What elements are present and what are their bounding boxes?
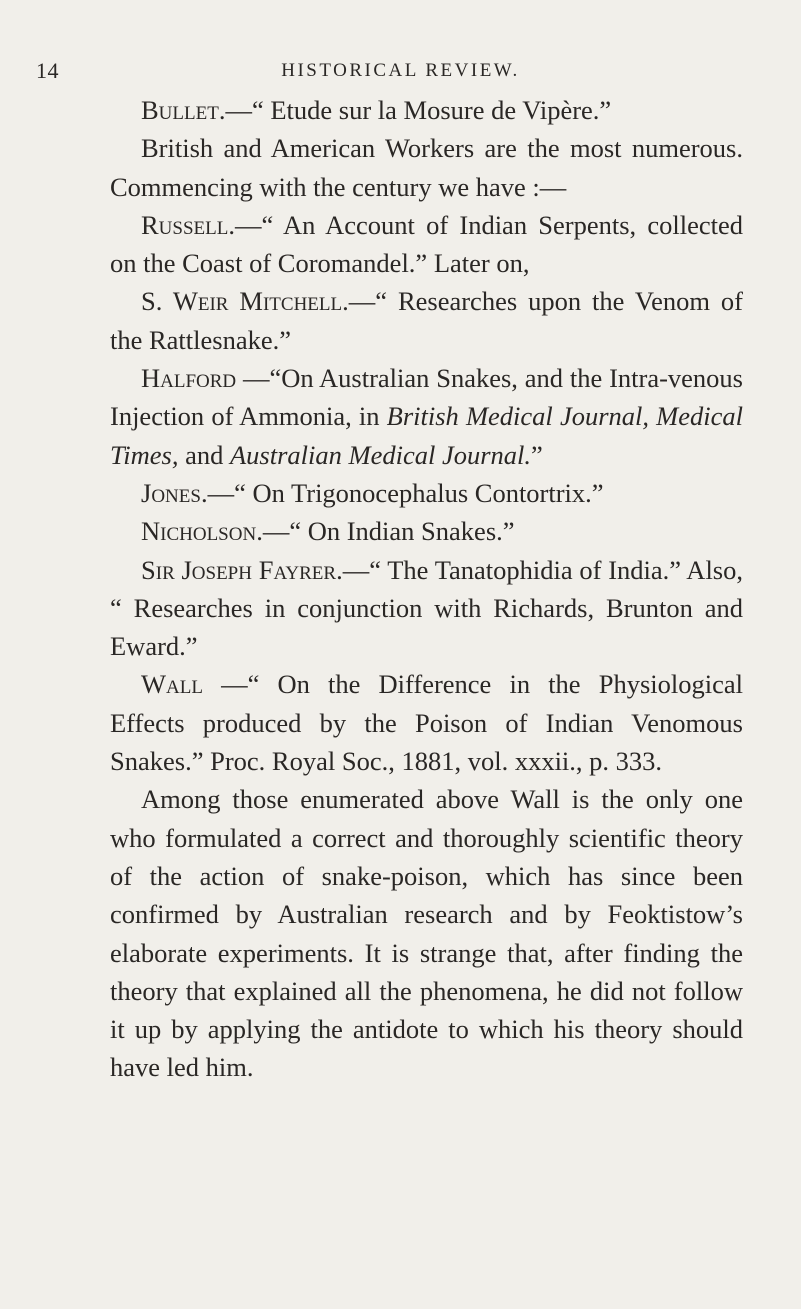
entry-text: —“ On the Difference in the Physiological Effects produced by the Poison of Indian Venomous Snakes.” Proc. Royal Soc., 1881, vol. xxxii., p. 333.	[110, 669, 743, 777]
author-name: Nicholson	[141, 516, 257, 547]
entry-fayrer	[110, 551, 743, 666]
entry-text: and	[178, 439, 230, 470]
paragraph-conclusion	[110, 780, 743, 1086]
author-name: Jones	[141, 477, 201, 508]
entry-wall	[110, 665, 743, 780]
closing-quote: ”	[531, 439, 543, 470]
entry-text: .—“ On Indian Snakes.”	[256, 516, 515, 547]
page-number: 14	[36, 58, 59, 83]
author-name: S. Weir Mitchell	[141, 286, 343, 317]
entry-text: .—“ An Account of Indian Serpents, collected on the Coast of Coromandel.” Later on,	[110, 209, 743, 279]
running-title: HISTORICAL REVIEW.	[281, 60, 520, 81]
author-name: Sir Joseph Fayrer	[141, 554, 337, 585]
journal-title: Australian Medical Journal.	[230, 439, 532, 470]
entry-russell	[110, 206, 743, 283]
author-name: Russell	[141, 209, 229, 240]
entry-halford	[110, 359, 743, 474]
entry-text: .—“ Etude sur la Mosure de Vipère.”	[218, 95, 612, 125]
entry-text: .—“ On Trigonocephalus Contortrix.”	[200, 477, 604, 508]
author-name: Bullet	[141, 95, 219, 125]
body-text	[110, 91, 743, 1087]
entry-jones	[110, 474, 743, 512]
journal-titles: British Medical Journal, Medical Times,	[110, 401, 743, 470]
author-name: Halford	[141, 363, 237, 394]
entry-weir-mitchell	[110, 282, 743, 359]
entry-nicholson	[110, 512, 743, 550]
paragraph-text: Among those enumerated above Wall is the only one who formulated a correct and thoroughly scientific theory of the action of snake-poison, which has since been confirmed by Australian research and by Feoktistow’s elaborate experiments. It is strange that, after finding the theory that explained all the phenomena, he did not follow it up by applying the antidote to which his theory should have led him.	[110, 784, 743, 1083]
paragraph-text: British and American Workers are the most numerous. Commencing with the century we have :—	[110, 133, 743, 202]
entry-bullet	[110, 91, 743, 129]
entry-text: .—“ Researches upon the Venom of the Rattlesnake.”	[110, 286, 743, 355]
entry-text: .—“ The Tanatophidia of India.” Also, “ Researches in conjunction with Richards, Brunton and Eward.”	[110, 554, 743, 662]
author-name: Wall	[141, 669, 203, 700]
paragraph-british-american	[110, 129, 743, 206]
entry-text: —“On Australian Snakes, and the Intra-venous Injection of Ammonia, in	[110, 363, 743, 432]
